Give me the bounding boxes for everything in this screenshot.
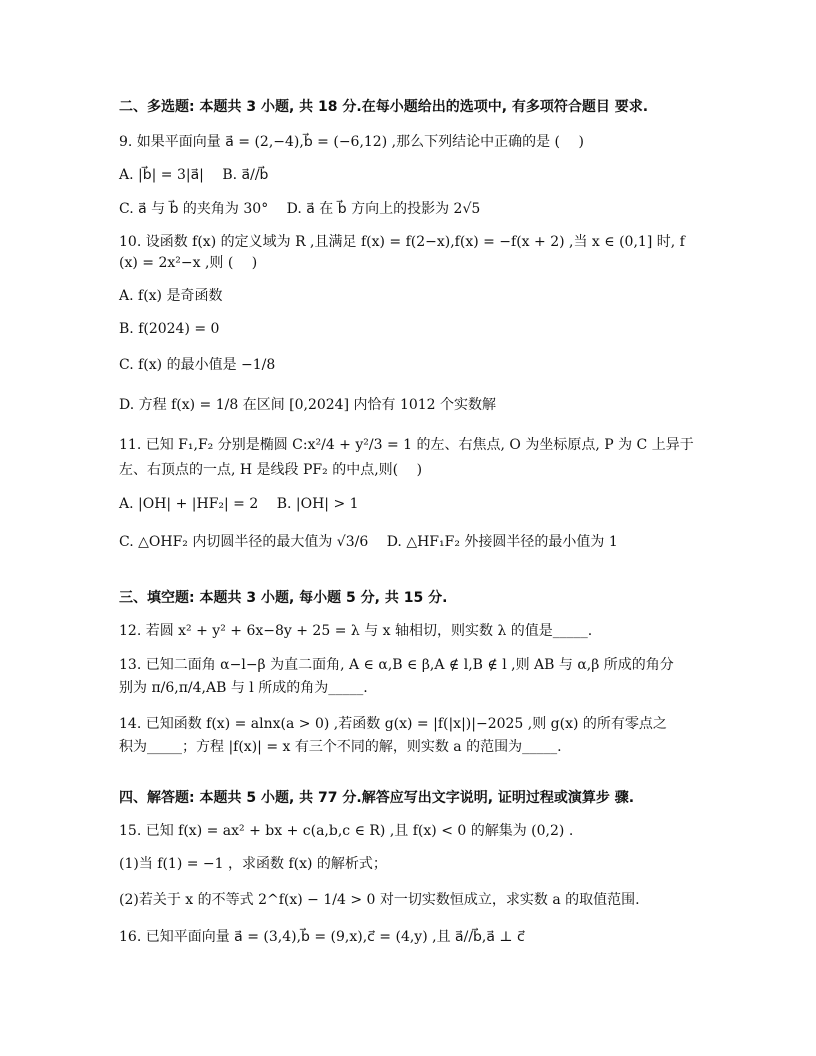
answer-section-heading: 四、解答题: 本题共 5 小题, 共 77 分.解答应写出文字说明, 证明过程或演算步 骤.	[119, 790, 635, 806]
q11-options-ab: A. |OH| + |HF₂| = 2 B. |OH| > 1	[119, 496, 359, 512]
q11-stem-line-2: 左、右顶点的一点, H 是线段 PF₂ 的中点,则( )	[119, 462, 423, 478]
q10-stem-line-2: (x) = 2x²−x ,则 ( )	[119, 255, 258, 271]
q9-options-cd: C. a⃗ 与 b⃗ 的夹角为 30° D. a⃗ 在 b⃗ 方向上的投影为 2√5	[119, 201, 481, 217]
q13-line-2: 别为 π/6,π/4,AB 与 l 所成的角为_____.	[119, 680, 368, 696]
q10-option-c: C. f(x) 的最小值是 −1/8	[119, 357, 276, 373]
fill-section-heading: 三、填空题: 本题共 3 小题, 每小题 5 分, 共 15 分.	[119, 590, 448, 606]
q13-line-1: 13. 已知二面角 α−l−β 为直二面角, A ∈ α,B ∈ β,A ∉ l,B ∉ l ,则 AB 与 α,β 所成的角分	[119, 657, 674, 673]
q10-option-a: A. f(x) 是奇函数	[119, 288, 223, 304]
q15-part-2: (2)若关于 x 的不等式 2^f(x) − 1/4 > 0 对一切实数恒成立，求实数 a 的取值范围.	[119, 892, 640, 908]
q14-line-2: 积为_____；方程 |f(x)| = x 有三个不同的解，则实数 a 的范围为_____.	[119, 739, 562, 755]
q14-line-1: 14. 已知函数 f(x) = alnx(a > 0) ,若函数 g(x) = |f(|x|)|−2025 ,则 g(x) 的所有零点之	[119, 716, 667, 732]
q11-options-cd: C. △OHF₂ 内切圆半径的最大值为 √3/6 D. △HF₁F₂ 外接圆半径的最小值为 1	[119, 534, 618, 550]
q11-stem-line-1: 11. 已知 F₁,F₂ 分别是椭圆 C:x²/4 + y²/3 = 1 的左、右焦点, O 为坐标原点, P 为 C 上异于	[119, 437, 694, 453]
q16-stem: 16. 已知平面向量 a⃗ = (3,4),b⃗ = (9,x),c⃗ = (4,y) ,且 a⃗//b⃗,a⃗ ⊥ c⃗	[119, 929, 525, 945]
q10-option-d: D. 方程 f(x) = 1/8 在区间 [0,2024] 内恰有 1012 个实数解	[119, 397, 497, 413]
q9-options-ab: A. |b⃗| = 3|a⃗| B. a⃗//b⃗	[119, 167, 269, 183]
multi-choice-section-heading: 二、多选题: 本题共 3 小题, 共 18 分.在每小题给出的选项中, 有多项符合题目 要求.	[119, 99, 649, 115]
q10-option-b: B. f(2024) = 0	[119, 321, 220, 337]
q15-part-1: (1)当 f(1) = −1 ，求函数 f(x) 的解析式；	[119, 856, 387, 872]
q12-text: 12. 若圆 x² + y² + 6x−8y + 25 = λ 与 x 轴相切，则实数 λ 的值是_____.	[119, 623, 593, 639]
q15-stem: 15. 已知 f(x) = ax² + bx + c(a,b,c ∈ R) ,且 f(x) < 0 的解集为 (0,2) .	[119, 823, 574, 839]
q10-stem-line-1: 10. 设函数 f(x) 的定义域为 R ,且满足 f(x) = f(2−x),f(x) = −f(x + 2) ,当 x ∈ (0,1] 时, f	[119, 234, 685, 250]
q9-stem: 9. 如果平面向量 a⃗ = (2,−4),b⃗ = (−6,12) ,那么下列结论中正确的是 ( )	[119, 134, 584, 150]
